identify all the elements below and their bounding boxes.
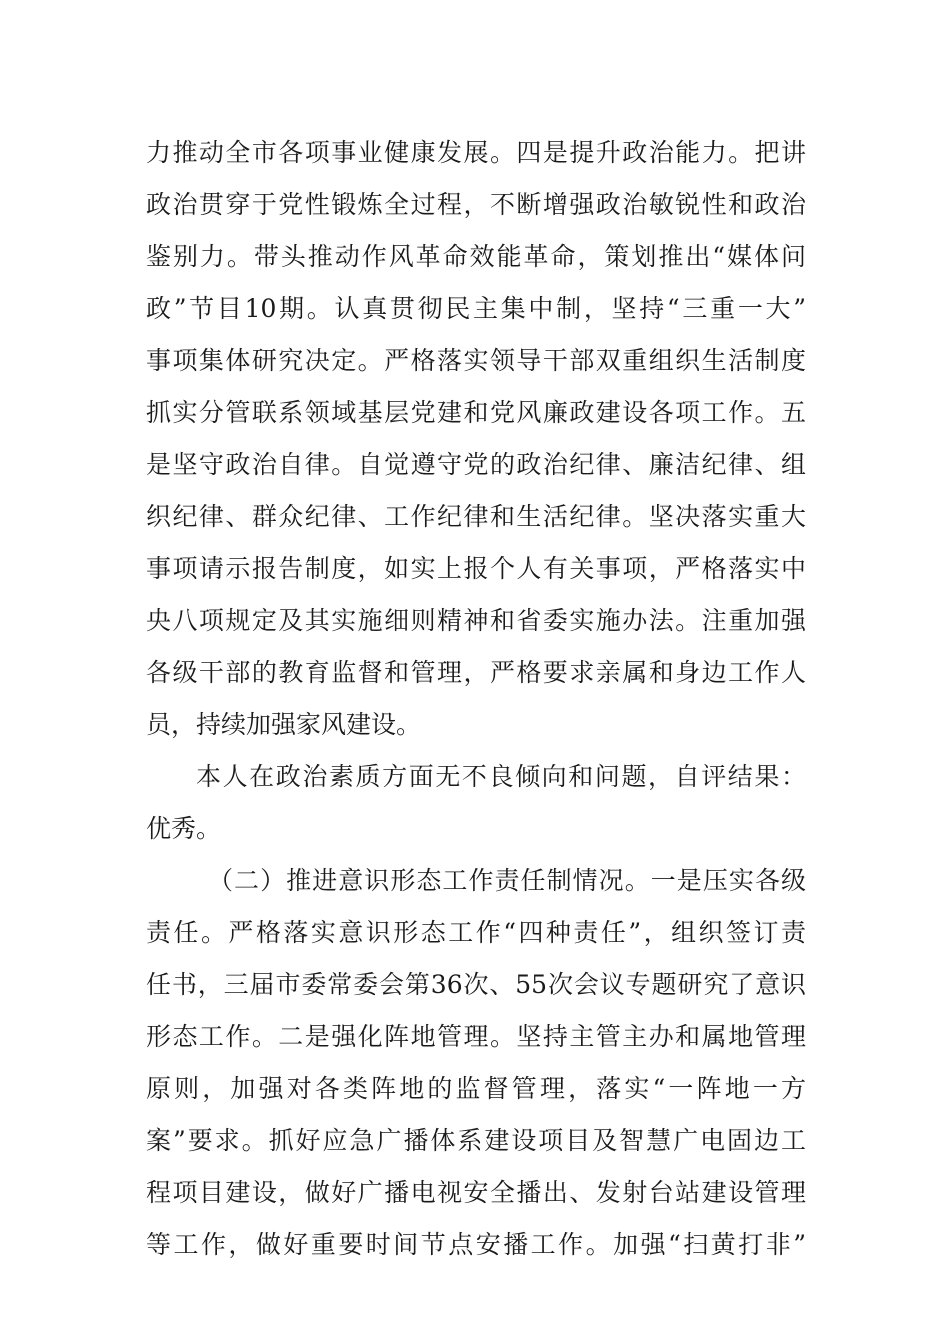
text-line: 本人在政治素质方面无不良倾向和问题，自评结果：: [196, 762, 806, 791]
text-line: 事项请示报告制度，如实上报个人有关事项，严格落实中: [146, 554, 806, 583]
text-line: 程项目建设，做好广播电视安全播出、发射台站建设管理: [146, 1178, 806, 1207]
text-line: 原则，加强对各类阵地的监督管理，落实“一阵地一方: [146, 1074, 806, 1103]
text-line: 央八项规定及其实施细则精神和省委实施办法。注重加强: [146, 606, 806, 635]
text-line: 各级干部的教育监督和管理，严格要求亲属和身边工作人: [146, 658, 806, 687]
section-heading-line: （二）推进意识形态工作责任制情况。一是压实各级: [208, 866, 806, 895]
text-line: 政”节目10期。认真贯彻民主集中制，坚持“三重一大”: [146, 294, 806, 323]
text-line: 案”要求。抓好应急广播体系建设项目及智慧广电固边工: [146, 1126, 806, 1155]
text-line: 织纪律、群众纪律、工作纪律和生活纪律。坚决落实重大: [146, 502, 806, 531]
text-line: 力推动全市各项事业健康发展。四是提升政治能力。把讲: [146, 138, 806, 167]
text-line: 等工作，做好重要时间节点安播工作。加强“扫黄打非”: [146, 1230, 806, 1259]
text-line: 任书，三届市委常委会第36次、55次会议专题研究了意识: [146, 970, 806, 999]
text-line: 抓实分管联系领域基层党建和党风廉政建设各项工作。五: [146, 398, 806, 427]
text-line: 员，持续加强家风建设。: [146, 710, 422, 739]
text-line: 形态工作。二是强化阵地管理。坚持主管主办和属地管理: [146, 1022, 806, 1051]
text-line: 是坚守政治自律。自觉遵守党的政治纪律、廉洁纪律、组: [146, 450, 806, 479]
text-line: 优秀。: [146, 814, 222, 843]
text-line: 鉴别力。带头推动作风革命效能革命，策划推出“媒体问: [146, 242, 806, 271]
text-line: 责任。严格落实意识形态工作“四种责任”，组织签订责: [146, 918, 806, 947]
text-line: 政治贯穿于党性锻炼全过程，不断增强政治敏锐性和政治: [146, 190, 806, 219]
document-body: [146, 127, 806, 1271]
text-line: 事项集体研究决定。严格落实领导干部双重组织生活制度: [146, 346, 806, 375]
